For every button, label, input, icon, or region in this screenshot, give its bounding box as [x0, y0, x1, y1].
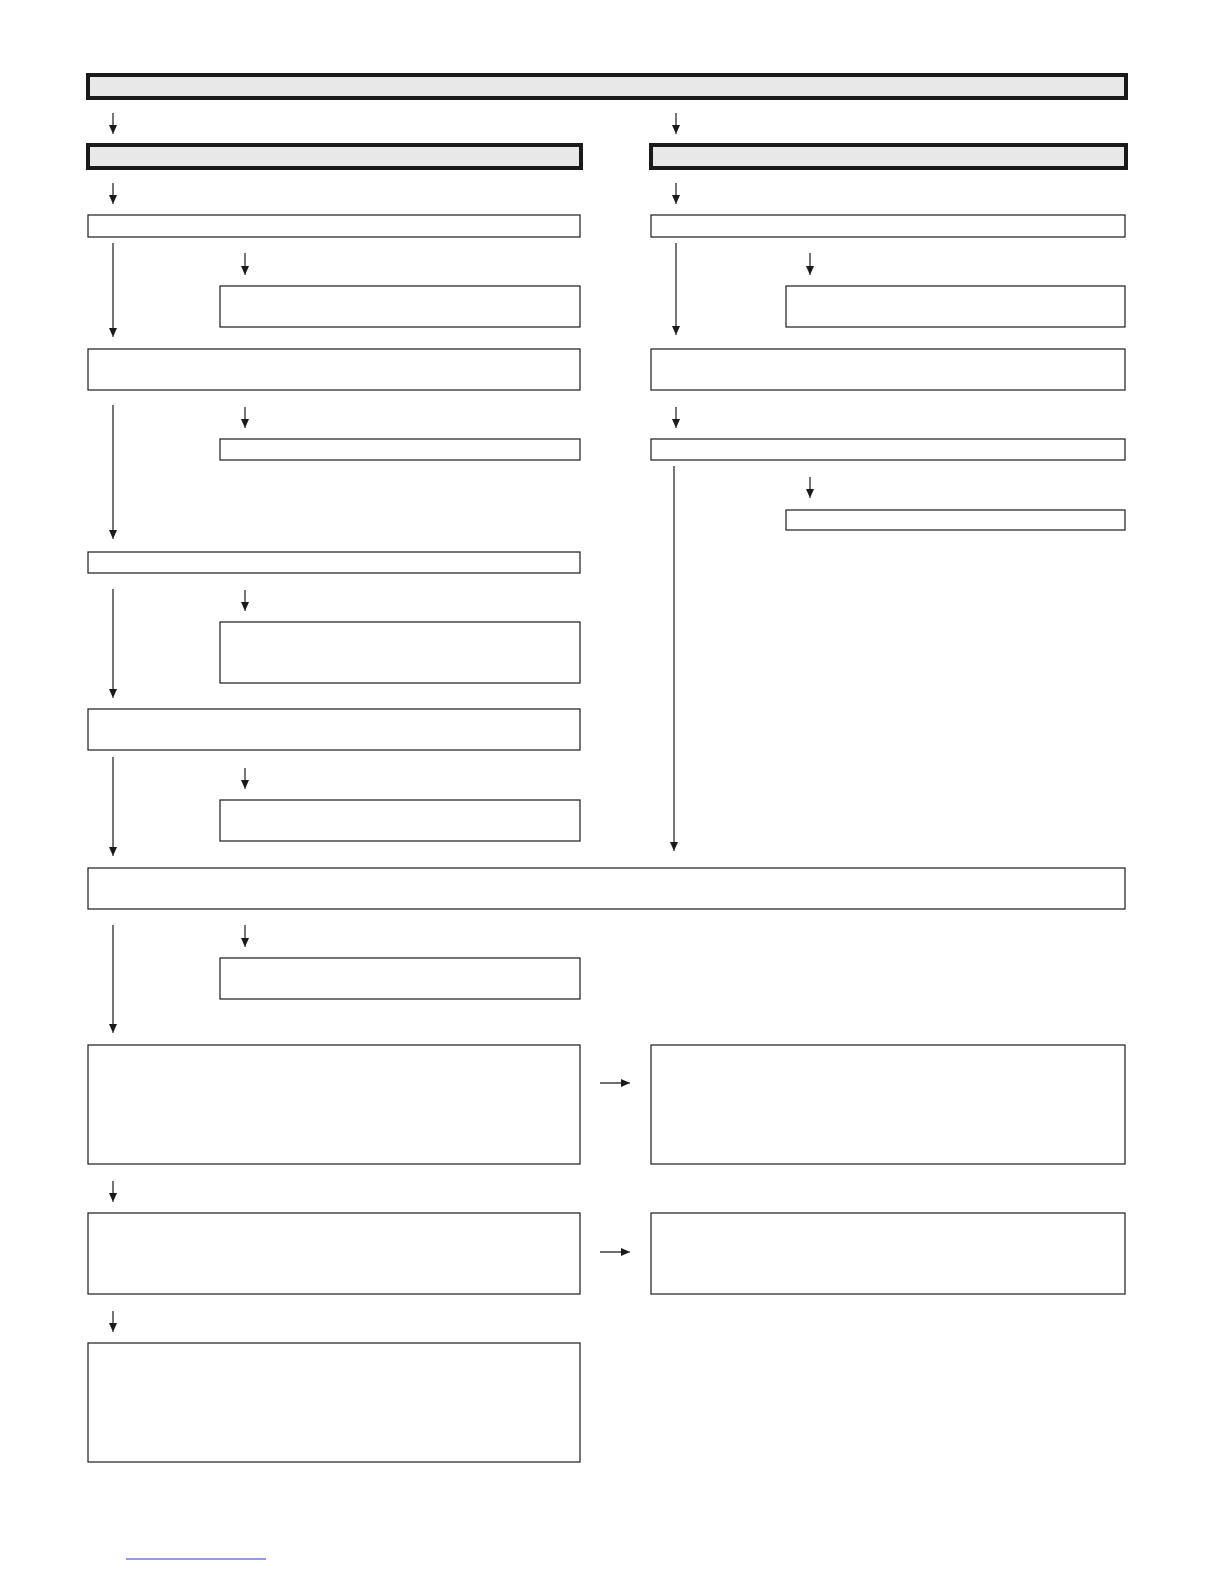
left-sub-4-box — [220, 800, 580, 841]
right-column-header — [651, 145, 1126, 168]
right-sub-3-box — [786, 510, 1125, 530]
left-step-3-box — [88, 552, 580, 573]
left-step-1-box — [88, 215, 580, 237]
lower-left-2-box — [88, 1213, 580, 1294]
right-sub-1-box — [786, 286, 1125, 327]
left-sub-1-box — [220, 286, 580, 327]
left-sub-3-box — [220, 622, 580, 683]
merge-sub-box — [220, 958, 580, 999]
left-step-2-box — [88, 349, 580, 390]
left-sub-2-box — [220, 439, 580, 460]
right-step-1-box — [651, 215, 1125, 237]
left-column-header — [88, 145, 581, 168]
top-banner — [88, 75, 1126, 98]
lower-left-1-box — [88, 1045, 580, 1164]
lower-left-3-box — [88, 1343, 580, 1462]
left-step-4-box — [88, 709, 580, 750]
right-step-2-box — [651, 349, 1125, 390]
lower-right-1-box — [651, 1045, 1125, 1164]
merge-step-box — [88, 868, 1125, 909]
lower-right-2-box — [651, 1213, 1125, 1294]
right-step-3-box — [651, 439, 1125, 460]
